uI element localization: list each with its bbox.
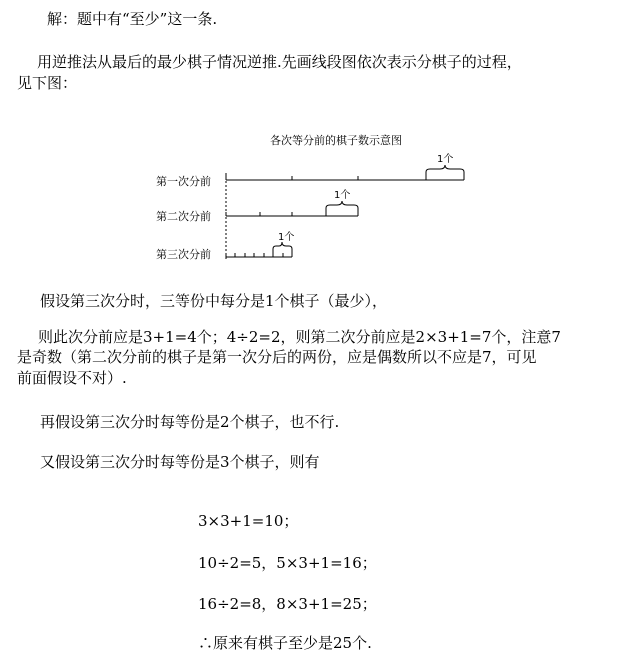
paragraph-1: 假设第三次分时，三等份中每分是1个棋子（最少）， [40, 292, 388, 310]
row-1-brace-label: 1个 [437, 154, 454, 165]
row-1-ticks [226, 175, 464, 180]
paragraph-2-line-1: 则此次分前应是3+1=4个；4÷2=2，则第二次分前应是2×3+1=7个，注意7 [38, 328, 561, 346]
row-2-brace [326, 201, 358, 215]
paragraph-2-line-2: 是奇数（第二次分前的棋子是第一次分后的两份，应是偶数所以不应是7，可见 [17, 348, 537, 366]
row-label-3: 第三次分前 [156, 248, 211, 261]
row-label-1: 第一次分前 [156, 175, 211, 188]
calc-line-2: 10÷2=5，5×3+1=16； [198, 554, 377, 572]
line-segment-diagram [150, 128, 480, 268]
row-3-ticks [226, 253, 292, 257]
solution-intro: 解：题中有“至少”这一条. [47, 10, 218, 28]
paragraph-3: 再假设第三次分时每等份是2个棋子，也不行. [40, 413, 340, 431]
paragraph-4: 又假设第三次分时每等份是3个棋子，则有 [40, 453, 320, 471]
conclusion: ∴原来有棋子至少是25个. [198, 634, 372, 652]
diagram-title: 各次等分前的棋子数示意图 [270, 134, 402, 147]
diagram-svg [150, 128, 480, 268]
row-2-ticks [226, 212, 358, 216]
method-line-2: 见下图： [17, 74, 78, 92]
row-label-2: 第二次分前 [156, 210, 211, 223]
method-line-1: 用逆推法从最后的最少棋子情况逆推.先画线段图依次表示分棋子的过程， [37, 53, 522, 71]
paragraph-2-line-3: 前面假设不对）. [17, 369, 127, 387]
row-1-brace [426, 165, 464, 179]
row-2-brace-label: 1个 [334, 190, 351, 201]
calc-line-1: 3×3+1=10； [198, 512, 299, 530]
calc-line-3: 16÷2=8，8×3+1=25； [198, 595, 377, 613]
row-3-brace-label: 1个 [278, 232, 295, 243]
